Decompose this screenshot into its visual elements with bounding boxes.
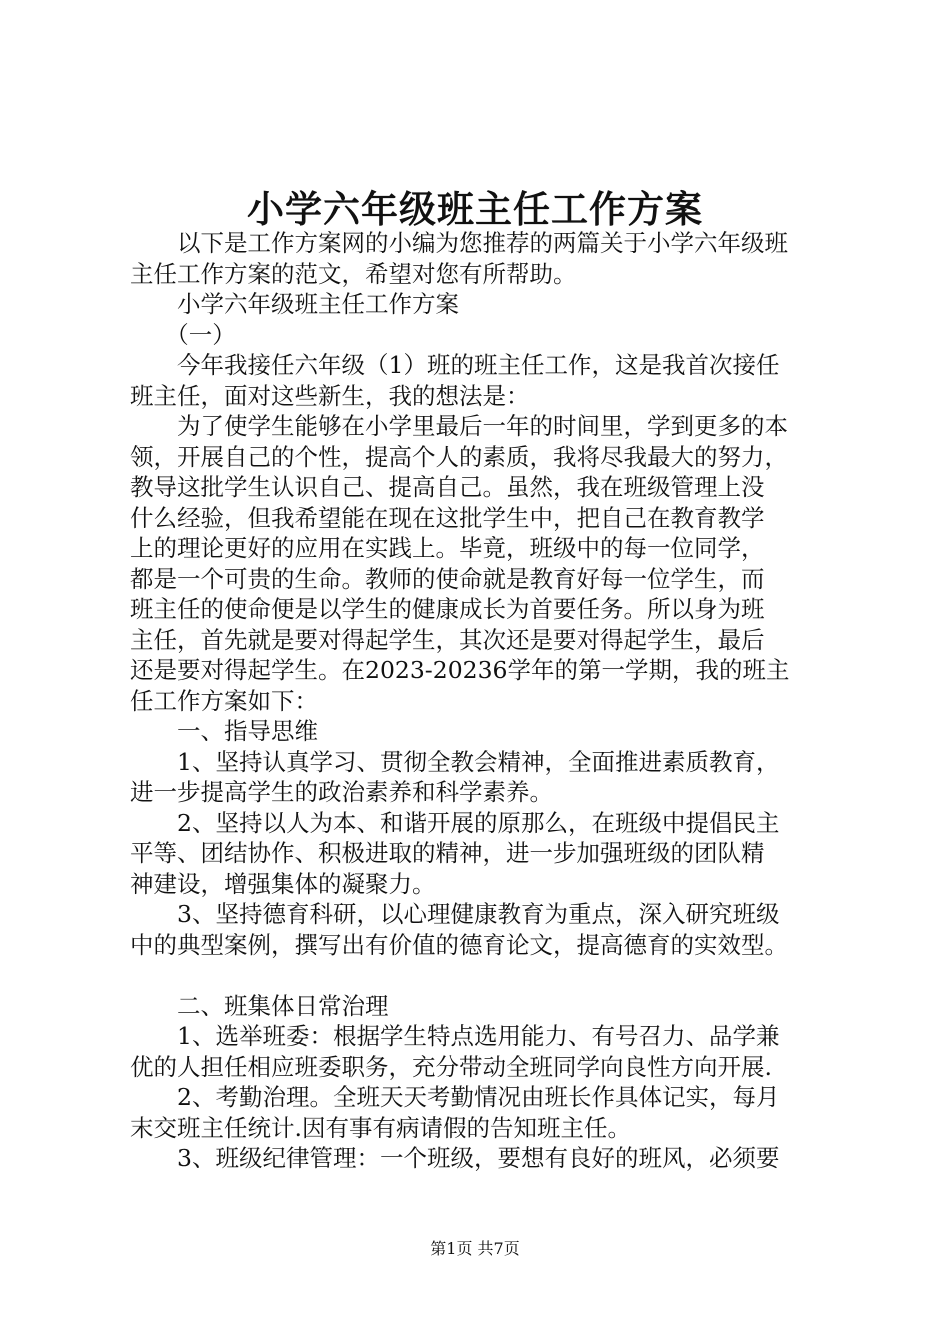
paragraph-line: 为了使学生能够在小学里最后一年的时间里，学到更多的本 [130,412,788,440]
paragraph-line: 1、坚持认真学习、贯彻全教会精神，全面推进素质教育， [130,747,780,776]
paragraph-line: 什么经验，但我希望能在现在这批学生中，把自己在教育教学 [130,503,765,532]
paragraph-line: 中的典型案例，撰写出有价值的德育论文，提高德育的实效型。 [130,930,788,959]
paragraph-line: 主任工作方案的范文，希望对您有所帮助。 [130,259,577,288]
document-title: 小学六年级班主任工作方案 [247,187,703,231]
paragraph-line: 上的理论更好的应用在实践上。毕竟，班级中的每一位同学， [130,534,765,562]
paragraph-line: 班主任，面对这些新生，我的想法是： [130,381,530,410]
paragraph-line: 2、坚持以人为本、和谐开展的原那么，在班级中提倡民主 [130,808,780,837]
page-footer: 第1页 共7页 [430,1239,520,1258]
paragraph-line: 还是要对得起学生。在2023-20236学年的第一学期，我的班主 [130,656,790,684]
paragraph-line: 1、选举班委：根据学生特点选用能力、有号召力、品学兼 [130,1022,780,1050]
document-body [130,228,840,1174]
paragraph-line: （一） [130,320,236,349]
paragraph-line: 3、坚持德育科研，以心理健康教育为重点，深入研究班级 [130,900,780,928]
paragraph-line: 教导这批学生认识自己、提高自己。虽然，我在班级管理上没 [130,473,765,501]
paragraph-line: 2、考勤治理。全班天天考勤情况由班长作具体记实，每月 [130,1083,780,1111]
paragraph-line: 优的人担任相应班委职务，充分带动全班同学向良性方向开展. [130,1052,772,1081]
paragraph-line: 主任，首先就是要对得起学生，其次还是要对得起学生，最后 [130,625,765,654]
paragraph-line: 3、班级纪律管理：一个班级，要想有良好的班风，必须要 [130,1144,780,1172]
paragraph-line: 任工作方案如下： [130,686,318,715]
paragraph-line: 班主任的使命便是以学生的健康成长为首要任务。所以身为班 [130,595,765,623]
paragraph-line: 领，开展自己的个性，提高个人的素质，我将尽我最大的努力， [130,442,788,471]
paragraph-line: 二、班集体日常治理 [130,991,389,1020]
blank-line [130,960,840,991]
paragraph-line: 今年我接任六年级（1）班的班主任工作，这是我首次接任 [130,351,780,379]
paragraph-line: 小学六年级班主任工作方案 [130,290,459,318]
paragraph-line: 神建设，增强集体的凝聚力。 [130,869,436,898]
paragraph-line: 平等、团结协作、积极进取的精神，进一步加强班级的团队精 [130,839,765,867]
paragraph-line: 以下是工作方案网的小编为您推荐的两篇关于小学六年级班 [130,229,788,257]
paragraph-line: 末交班主任统计.因有事有病请假的告知班主任。 [130,1113,631,1142]
paragraph-line: 一、指导思维 [130,717,318,745]
paragraph-line: 都是一个可贵的生命。教师的使命就是教育好每一位学生，而 [130,564,765,593]
paragraph-line: 进一步提高学生的政治素养和科学素养。 [130,778,553,806]
